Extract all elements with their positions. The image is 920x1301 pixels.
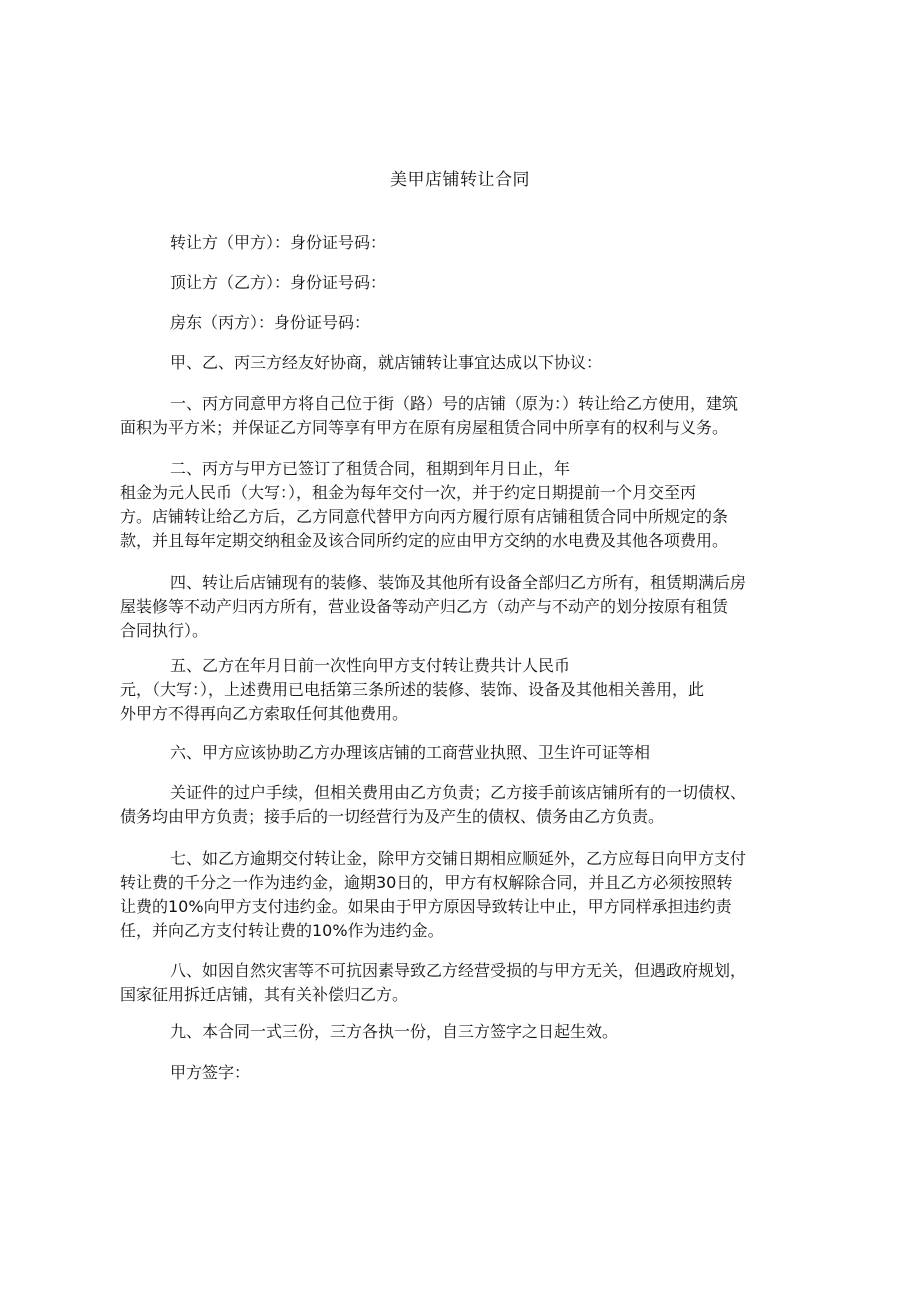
clause-2-line: 方。店铺转让给乙方后，乙方同意代替甲方向丙方履行原有店铺租赁合同中所规定的条 <box>120 507 729 526</box>
clause-8 <box>120 959 780 1007</box>
clause-4-line: 四、转让后店铺现有的装修、装饰及其他所有设备全部归乙方所有，租赁期满后房 <box>170 573 747 592</box>
clause-5-line: 五、乙方在年月日前一次性向甲方支付转让费共计人民币 <box>170 656 571 675</box>
clause-1-line: 一、丙方同意甲方将自己位于街（路）号的店铺（原为：）转让给乙方使用，建筑 <box>170 394 739 413</box>
clause-7-line: 让费的10%向甲方支付违约金。如果由于甲方原因导致转让中止，甲方同样承担违约责 <box>120 897 732 916</box>
clause-7-line: 任，并向乙方支付转让费的10%作为违约金。 <box>120 921 444 940</box>
document-title: 美甲店铺转让合同 <box>390 170 530 190</box>
party-landlord-text: 房东（丙方）：身份证号码： <box>170 313 371 332</box>
clause-8-line: 国家征用拆迁店铺，其有关补偿归乙方。 <box>120 985 409 1004</box>
signature-block <box>120 1061 780 1085</box>
clause-1 <box>120 392 780 440</box>
clause-5 <box>120 654 780 726</box>
clause-6-text: 六、甲方应该协助乙方办理该店铺的工商营业执照、卫生许可证等相 <box>170 743 651 762</box>
clause-4-line: 屋装修等不动产归丙方所有，营业设备等动产归乙方（动产与不动产的划分按原有租赁 <box>120 597 729 616</box>
party-transferor-text: 转让方（甲方）：身份证号码： <box>170 233 387 252</box>
clause-2-line: 款，并且每年定期交纳租金及该合同所约定的应由甲方交纳的水电费及其他各项费用。 <box>120 531 729 550</box>
clause-7-line: 转让费的千分之一作为违约金，逾期30日的，甲方有权解除合同，并且乙方必须按照转 <box>120 873 733 892</box>
clause-9-text: 九、本合同一式三份，三方各执一份，自三方签字之日起生效。 <box>170 1022 619 1041</box>
party-transferor <box>120 231 780 255</box>
clause-9 <box>120 1020 780 1044</box>
signature-label: 甲方签字： <box>170 1063 251 1082</box>
clause-8-line: 八、如因自然灾害等不可抗因素导致乙方经营受损的与甲方无关，但遇政府规划， <box>170 961 747 980</box>
party-landlord <box>120 311 780 335</box>
clause-6-cont-line: 关证件的过户手续，但相关费用由乙方负责；乙方接手前该店铺所有的一切债权、 <box>170 783 747 802</box>
clause-5-line: 元，（大写：），上述费用已电括第三条所述的装修、装饰、设备及其他相关善用，此 <box>120 680 705 699</box>
clause-6-continued <box>120 781 780 829</box>
intro-text: 甲、乙、丙三方经友好协商，就店铺转让事宜达成以下协议： <box>170 353 603 372</box>
clause-7 <box>120 847 780 943</box>
party-transferee <box>120 271 780 295</box>
clause-1-line: 面积为平方米；并保证乙方同等享有甲方在原有房屋租赁合同中所享有的权利与义务。 <box>120 418 729 437</box>
clause-2-line: 租金为元人民币（大写：），租金为每年交付一次，并于约定日期提前一个月交至丙 <box>120 483 697 502</box>
clause-6-cont-line: 债务均由甲方负责；接手后的一切经营行为及产生的债权、债务由乙方负责。 <box>120 807 665 826</box>
clause-2 <box>120 457 780 553</box>
clause-4-line: 合同执行）。 <box>120 621 209 640</box>
party-transferee-text: 顶让方（乙方）：身份证号码： <box>170 273 387 292</box>
clause-2-line: 二、丙方与甲方已签订了租赁合同，租期到年月日止，年 <box>170 459 571 478</box>
clause-5-line: 外甲方不得再向乙方索取任何其他费用。 <box>120 704 409 723</box>
intro-paragraph <box>120 351 780 375</box>
clause-6 <box>120 741 780 765</box>
clause-7-line: 七、如乙方逾期交付转让金，除甲方交铺日期相应顺延外，乙方应每日向甲方支付 <box>170 849 747 868</box>
clause-4 <box>120 571 780 643</box>
